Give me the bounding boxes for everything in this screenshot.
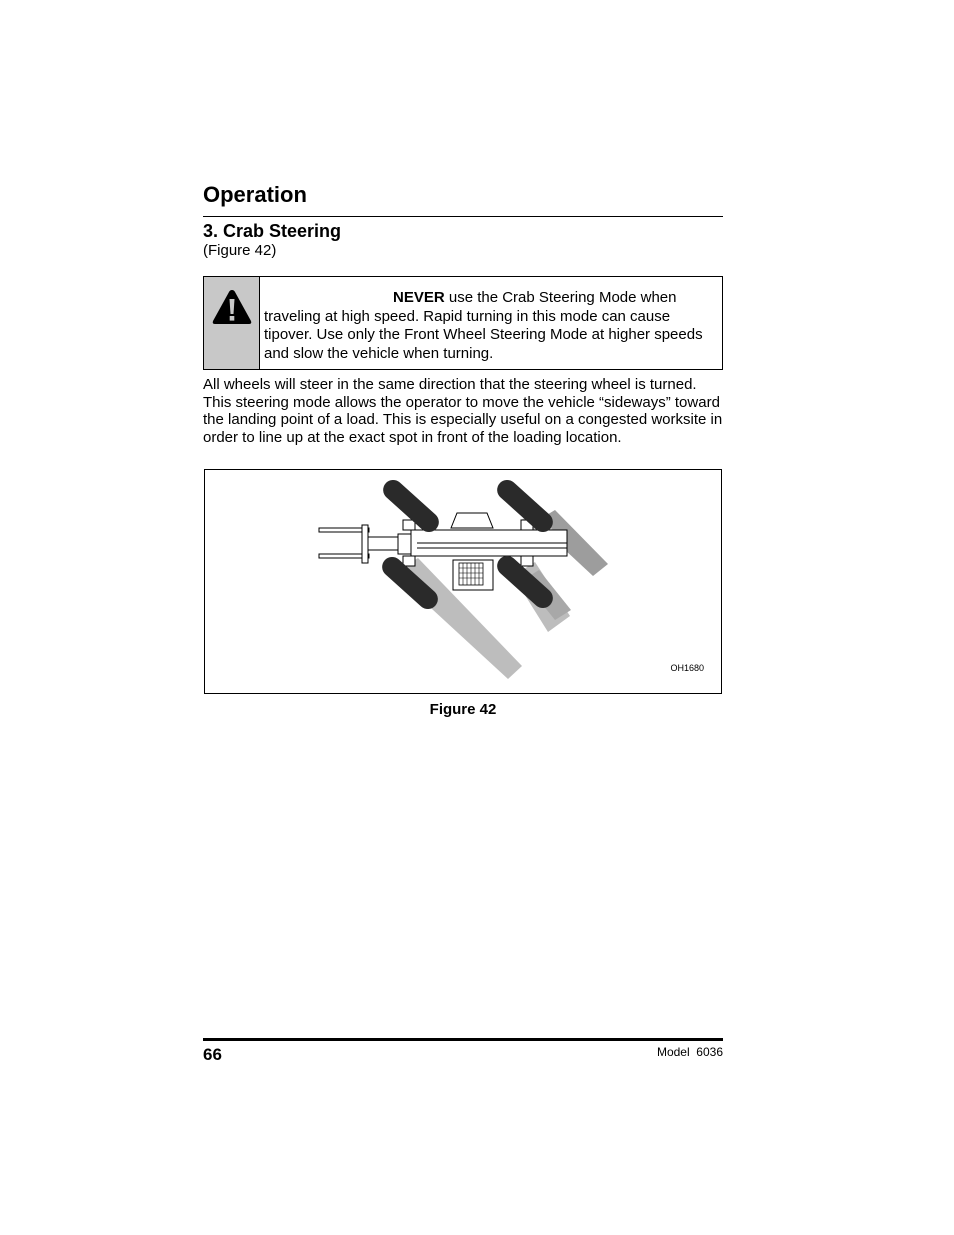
warning-triangle-icon: [211, 287, 253, 327]
warning-box: [203, 276, 723, 370]
figure-reference: (Figure 42): [203, 242, 277, 259]
grille: [453, 560, 493, 590]
crab-steering-illustration: [205, 470, 721, 693]
body-paragraph: All wheels will steer in the same direction that the steering wheel is turned. This steering mode allows the operator to move the vehicle “sideways” toward the landing point of a load. This is especially useful on a congested worksite in order to line up at the exact spot in front of the loading location.: [203, 376, 723, 447]
warning-message: use the Crab Steering Mode when traveling at high speed. Rapid turning in this mode can cause tipover. Use only the Front Wheel Steering Mode at higher speeds and slow the vehicle when turning.: [264, 289, 703, 363]
title-divider: [203, 216, 723, 217]
footer-divider: [203, 1038, 723, 1041]
forks: [319, 525, 369, 563]
section-title: Operation: [203, 182, 307, 207]
warning-text: [264, 289, 716, 364]
model-label: Model 6036: [656, 1045, 723, 1059]
sub-heading: 3. Crab Steering: [203, 221, 342, 241]
figure-box: [204, 469, 722, 694]
boom: [368, 530, 567, 556]
figure-code: OH1680: [670, 663, 704, 673]
warning-emphasis: NEVER: [393, 289, 445, 306]
figure-caption: Figure 42: [429, 701, 497, 718]
page-number: 66: [203, 1045, 222, 1064]
cab-top: [451, 513, 493, 528]
warning-icon-cell: [204, 277, 260, 369]
